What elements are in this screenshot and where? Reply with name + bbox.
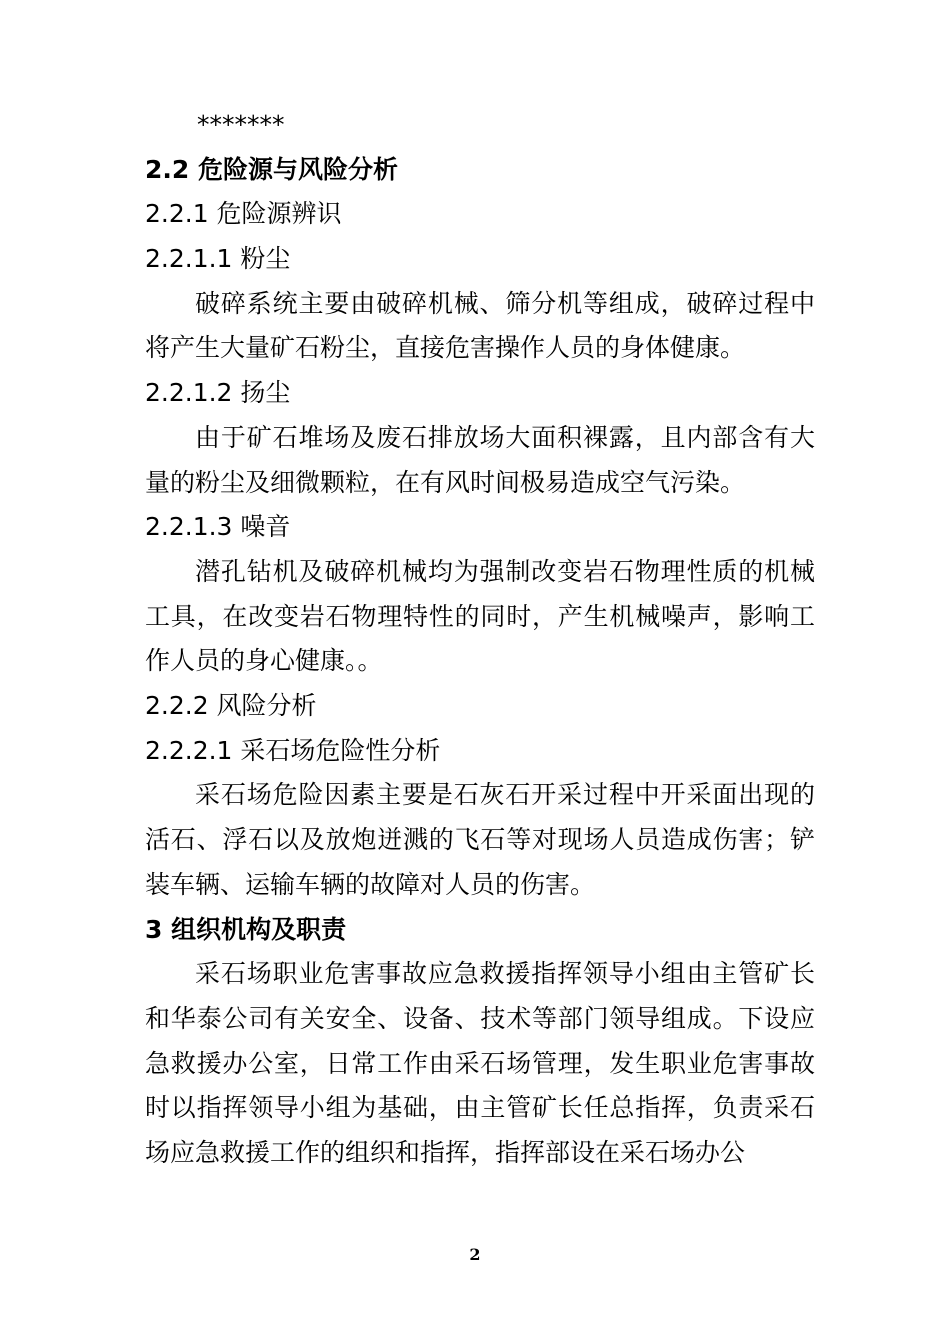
subsection-heading-2-2-1-1: 2.2.1.1 粉尘 xyxy=(145,244,291,274)
paragraph-organization: 采石场职业危害事故应急救援指挥领导小组由主管矿长和华泰公司有关安全、设备、技术等部门领导组成。下设应急救援办公室，日常工作由采石场管理，发生职业危害事故时以指挥领导小组为基础，由主管矿长任总指挥，负责采石场应急救援工作的组织和指挥，指挥部设在采石场办公 xyxy=(145,959,815,1168)
subsection-heading-2-2-1: 2.2.1 危险源辨识 xyxy=(145,199,342,229)
paragraph-risk: 采石场危险因素主要是石灰石开采过程中开采面出现的活石、浮石以及放炮迸溅的飞石等对现场人员造成伤害；铲装车辆、运输车辆的故障对人员的伤害。 xyxy=(145,780,815,899)
subsection-heading-2-2-1-2: 2.2.1.2 扬尘 xyxy=(145,378,291,408)
section-heading-2-2: 2.2 危险源与风险分析 xyxy=(145,154,398,184)
paragraph-noise: 潜孔钻机及破碎机械均为强制改变岩石物理性质的机械工具，在改变岩石物理特性的同时，产生机械噪声，影响工作人员的身心健康。。 xyxy=(145,556,815,676)
subsection-heading-2-2-2: 2.2.2 风险分析 xyxy=(145,691,317,721)
subsection-heading-2-2-2-1: 2.2.2.1 采石场危险性分析 xyxy=(145,735,441,765)
section-heading-3: 3 组织机构及职责 xyxy=(145,914,347,944)
subsection-heading-2-2-1-3: 2.2.1.3 噪音 xyxy=(145,512,291,542)
stars-line: ******* xyxy=(197,110,285,139)
page-number: 2 xyxy=(469,1245,481,1264)
paragraph-dust: 破碎系统主要由破碎机械、筛分机等组成，破碎过程中将产生大量矿石粉尘，直接危害操作人员的身体健康。 xyxy=(145,288,815,363)
paragraph-flying-dust: 由于矿石堆场及废石排放场大面积裸露，且内部含有大量的粉尘及细微颗粒，在有风时间极易造成空气污染。 xyxy=(145,422,815,497)
document-body xyxy=(145,103,815,1176)
